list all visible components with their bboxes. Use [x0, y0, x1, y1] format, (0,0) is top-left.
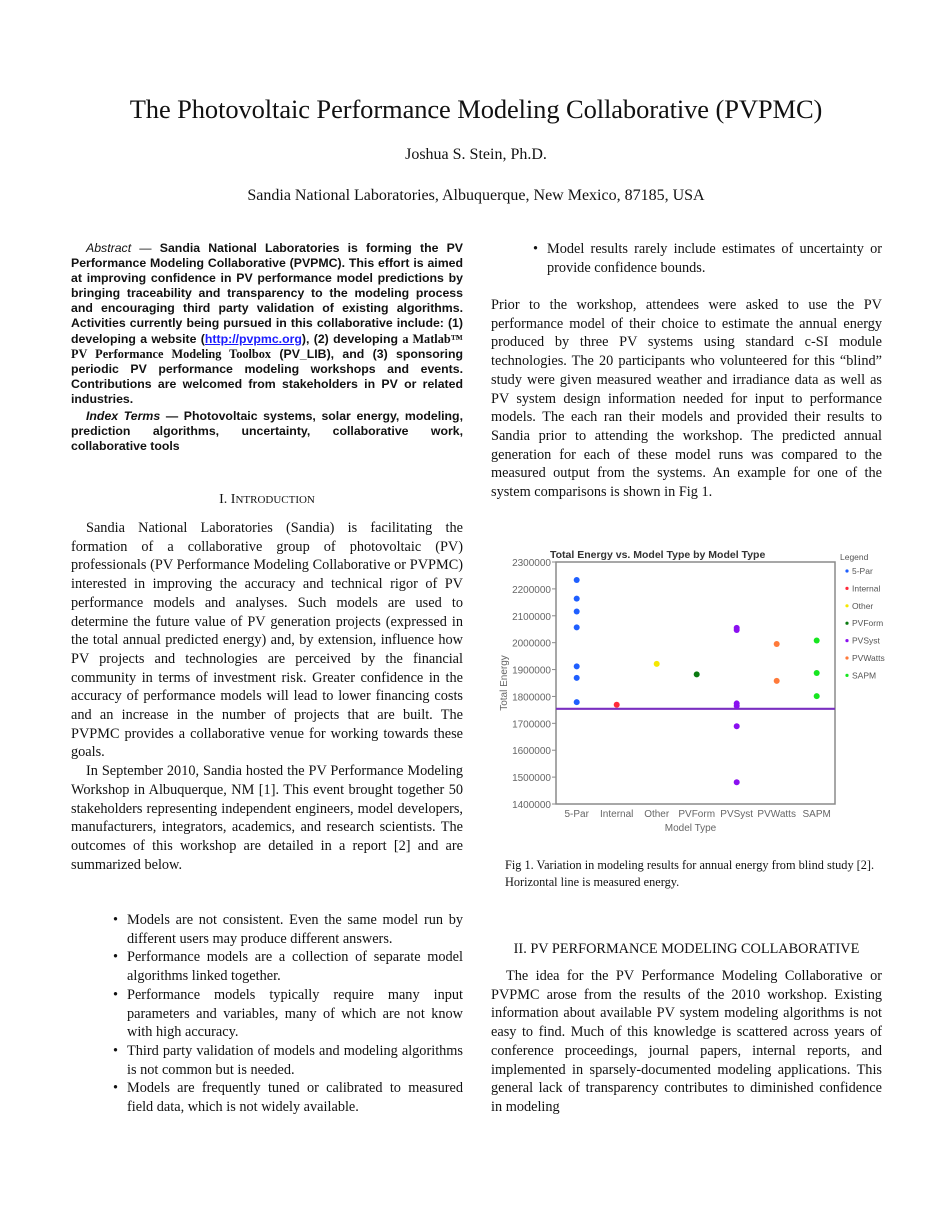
index-terms-text: Photovoltaic systems, solar energy, modeling, prediction algorithms, uncertainty, collaborative work, collaborative tools	[71, 409, 463, 454]
data-point	[814, 693, 820, 699]
legend-item: 5-Par	[852, 566, 873, 576]
section-heading-pvpmc: II. PV PERFORMANCE MODELING COLLABORATIVE	[513, 941, 860, 957]
y-tick-label: 1400000	[512, 800, 551, 811]
data-point	[614, 702, 620, 708]
legend-swatch	[845, 604, 848, 607]
x-tick-label: Other	[644, 809, 670, 820]
pvpmc-website-link[interactable]: http://pvpmc.org	[204, 331, 302, 346]
list-item	[533, 240, 882, 277]
x-tick-label: PVWatts	[757, 809, 796, 820]
abstract-text-3: (PV_LIB), and (3) sponsoring periodic PV performance modeling workshops and events. Contributions are welcomed from stakeholders in PV or related industries.	[71, 346, 463, 406]
data-point	[654, 661, 660, 667]
data-point	[814, 638, 820, 644]
blind-study-body	[491, 296, 882, 502]
list-item	[113, 1079, 463, 1116]
data-point	[814, 670, 820, 676]
legend-swatch	[845, 639, 848, 642]
legend-swatch	[845, 622, 848, 625]
list-item	[113, 911, 463, 948]
bullet-icon: •	[113, 912, 119, 928]
data-point	[734, 627, 740, 633]
y-tick-label: 1500000	[512, 773, 551, 785]
data-point	[574, 608, 580, 614]
bullet-icon: •	[533, 241, 539, 257]
intro-paragraph-1: Sandia National Laboratories (Sandia) is facilitating the formation of a collaborative group of photovoltaic (PV) professionals (PV Performance Modeling Collaborative or PVPMC) interested in improving the accuracy and technical rigor of PV performance models and analyses. Such models are used to determine the future value of PV generation projects (expressed in the total annual predicted energy) and, by extension, influence how PV projects and technologies are perceived by the financial community in terms of investment risk. Greater confidence in the accuracy of performance models will lead to lower financing costs and an increase in the number of projects that are built. The PVPMC provides a collaborative venue for working towards these goals.	[71, 520, 463, 761]
legend-item: PVForm	[852, 618, 884, 629]
blind-study-paragraph: Prior to the workshop, attendees were asked to use the PV performance model of their choice to estimate the annual energy produced by three PV systems using standard c-SI module technologies. The 20 participants who volunteered for this “blind” study were given measured weather and irradiance data as well as PV system design information needed for input to performance models. The each ran their models and provided their results to Sandia prior to attending the workshop. The predicted annual generation for each of these model runs was compared to the measured output from the systems. An example for one of the system comparisons is shown in Fig 1.	[491, 297, 882, 501]
data-point	[574, 663, 580, 669]
x-axis-label: Model Type	[664, 823, 717, 834]
data-point	[694, 671, 700, 677]
x-tick-label: Internal	[600, 809, 634, 820]
bullet-icon: •	[113, 949, 119, 966]
data-point	[574, 675, 580, 681]
y-tick-label: 2200000	[512, 584, 551, 596]
abstract-paragraph	[71, 241, 463, 407]
legend-swatch	[845, 569, 848, 572]
bullet-icon: •	[113, 1080, 119, 1097]
legend-title: Legend	[840, 552, 869, 562]
section-heading-introduction	[71, 492, 463, 508]
y-tick-label: 2100000	[512, 611, 551, 623]
intro-body	[71, 519, 463, 874]
chart-title: Total Energy vs. Model Type by Model Type	[550, 549, 766, 561]
x-tick-label: SAPM	[802, 809, 831, 820]
author-name: Joshua S. Stein, Ph.D.	[405, 146, 547, 163]
section-2-paragraph-1: The idea for the PV Performance Modeling Collaborative or PVPMC arose from the results of the 2010 workshop. Existing information about available PV system modeling algorithms is not easy to find. Much of this knowledge is scattered across years of conference proceedings, journal papers, internal reports, and implemented in sparsely-documented modeling applications. This general lack of transparency contributes to diminished confidence in modeling	[491, 968, 882, 1115]
list-item	[113, 986, 463, 1042]
workshop-findings-list	[113, 911, 463, 1117]
figure-1-caption: Fig 1. Variation in modeling results for annual energy from blind study [2]. Horizontal line is measured energy.	[505, 858, 875, 889]
data-point	[574, 624, 580, 630]
y-axis-label: Total Energy	[499, 655, 510, 711]
list-item-text: Performance models typically require many input parameters and variables, many of which are not know with high accuracy.	[127, 986, 463, 1041]
list-item	[113, 948, 463, 985]
legend-item: Internal	[852, 583, 881, 594]
index-terms-dash: —	[160, 409, 184, 424]
abstract-text-2: ), (2) developing	[301, 331, 403, 346]
legend-swatch	[845, 674, 848, 677]
abstract-text-1: Sandia National Laboratories is forming the PV Performance Modeling Collaborative (PVPMC). This effort is aimed at improving confidence in PV performance model predictions by bringing traceability and transparency to the modeling process and encouraging third party validation of existing algorithms. Activities currently being pursued in this collaborative include: (1) developing a website (	[71, 241, 463, 346]
legend-swatch	[845, 587, 848, 590]
legend-item: PVSyst	[852, 635, 880, 646]
bullet-icon: •	[113, 1042, 119, 1059]
author-affiliation: Sandia National Laboratories, Albuquerque, New Mexico, 87185, USA	[247, 187, 705, 204]
x-tick-label: PVForm	[678, 809, 716, 820]
workshop-findings-list-continued	[533, 240, 882, 277]
data-point	[774, 678, 780, 684]
data-point	[734, 703, 740, 709]
y-tick-label: 1700000	[512, 719, 551, 731]
data-point	[774, 641, 780, 647]
list-item-text: Models are frequently tuned or calibrated to measured field data, which is not widely available.	[127, 1080, 463, 1116]
list-item-text: Third party validation of models and modeling algorithms is not common but is needed.	[127, 1042, 463, 1078]
x-tick-label: 5-Par	[564, 809, 589, 820]
y-tick-label: 1900000	[512, 665, 551, 677]
data-point	[574, 577, 580, 583]
y-tick-label: 2300000	[512, 558, 551, 569]
abstract-dash: —	[131, 241, 160, 255]
section-2-body	[491, 967, 882, 1117]
data-point	[574, 699, 580, 705]
data-point	[734, 779, 740, 785]
paper-title: The Photovoltaic Performance Modeling Collaborative (PVPMC)	[129, 94, 823, 124]
scatter-plot	[490, 545, 900, 845]
y-tick-label: 1600000	[512, 746, 551, 758]
index-terms	[71, 409, 463, 454]
list-item-text: Models are not consistent. Even the same model run by different users may produce different answers.	[127, 912, 463, 947]
index-terms-label: Index Terms	[86, 409, 161, 424]
data-point	[574, 596, 580, 602]
heading-rest: NTRODUCTION	[235, 494, 315, 506]
abstract	[71, 241, 463, 454]
x-tick-label: PVSyst	[720, 809, 754, 820]
list-item-text: Model results rarely include estimates of uncertainty or provide confidence bounds.	[547, 241, 882, 276]
abstract-label: Abstract	[86, 241, 132, 255]
legend-item: SAPM	[852, 670, 877, 681]
list-item-text: Performance models are a collection of separate model algorithms linked together.	[127, 949, 463, 985]
plot-area	[556, 562, 835, 804]
bullet-icon: •	[113, 986, 119, 1003]
intro-paragraph-2: In September 2010, Sandia hosted the PV Performance Modeling Workshop in Albuquerque, NM [1]. This event brought together 50 stakeholders representing independent engineers, model developers, manufacturers, integrators, academics, and research scientists. The outcomes of this workshop are detailed in a report [2] and are summarized below.	[71, 763, 463, 873]
figure-1-chart	[490, 545, 900, 845]
legend-item: Other	[852, 600, 874, 611]
legend-swatch	[845, 656, 848, 659]
data-point	[734, 723, 740, 729]
list-item	[113, 1042, 463, 1079]
y-tick-label: 1800000	[512, 692, 551, 704]
heading-numeral: I. I	[219, 492, 236, 507]
abstract-text-serif: a Matlab™ PV Performance Modeling Toolbox	[71, 331, 464, 361]
y-tick-label: 2000000	[512, 638, 551, 650]
legend-item: PVWatts	[852, 653, 885, 663]
